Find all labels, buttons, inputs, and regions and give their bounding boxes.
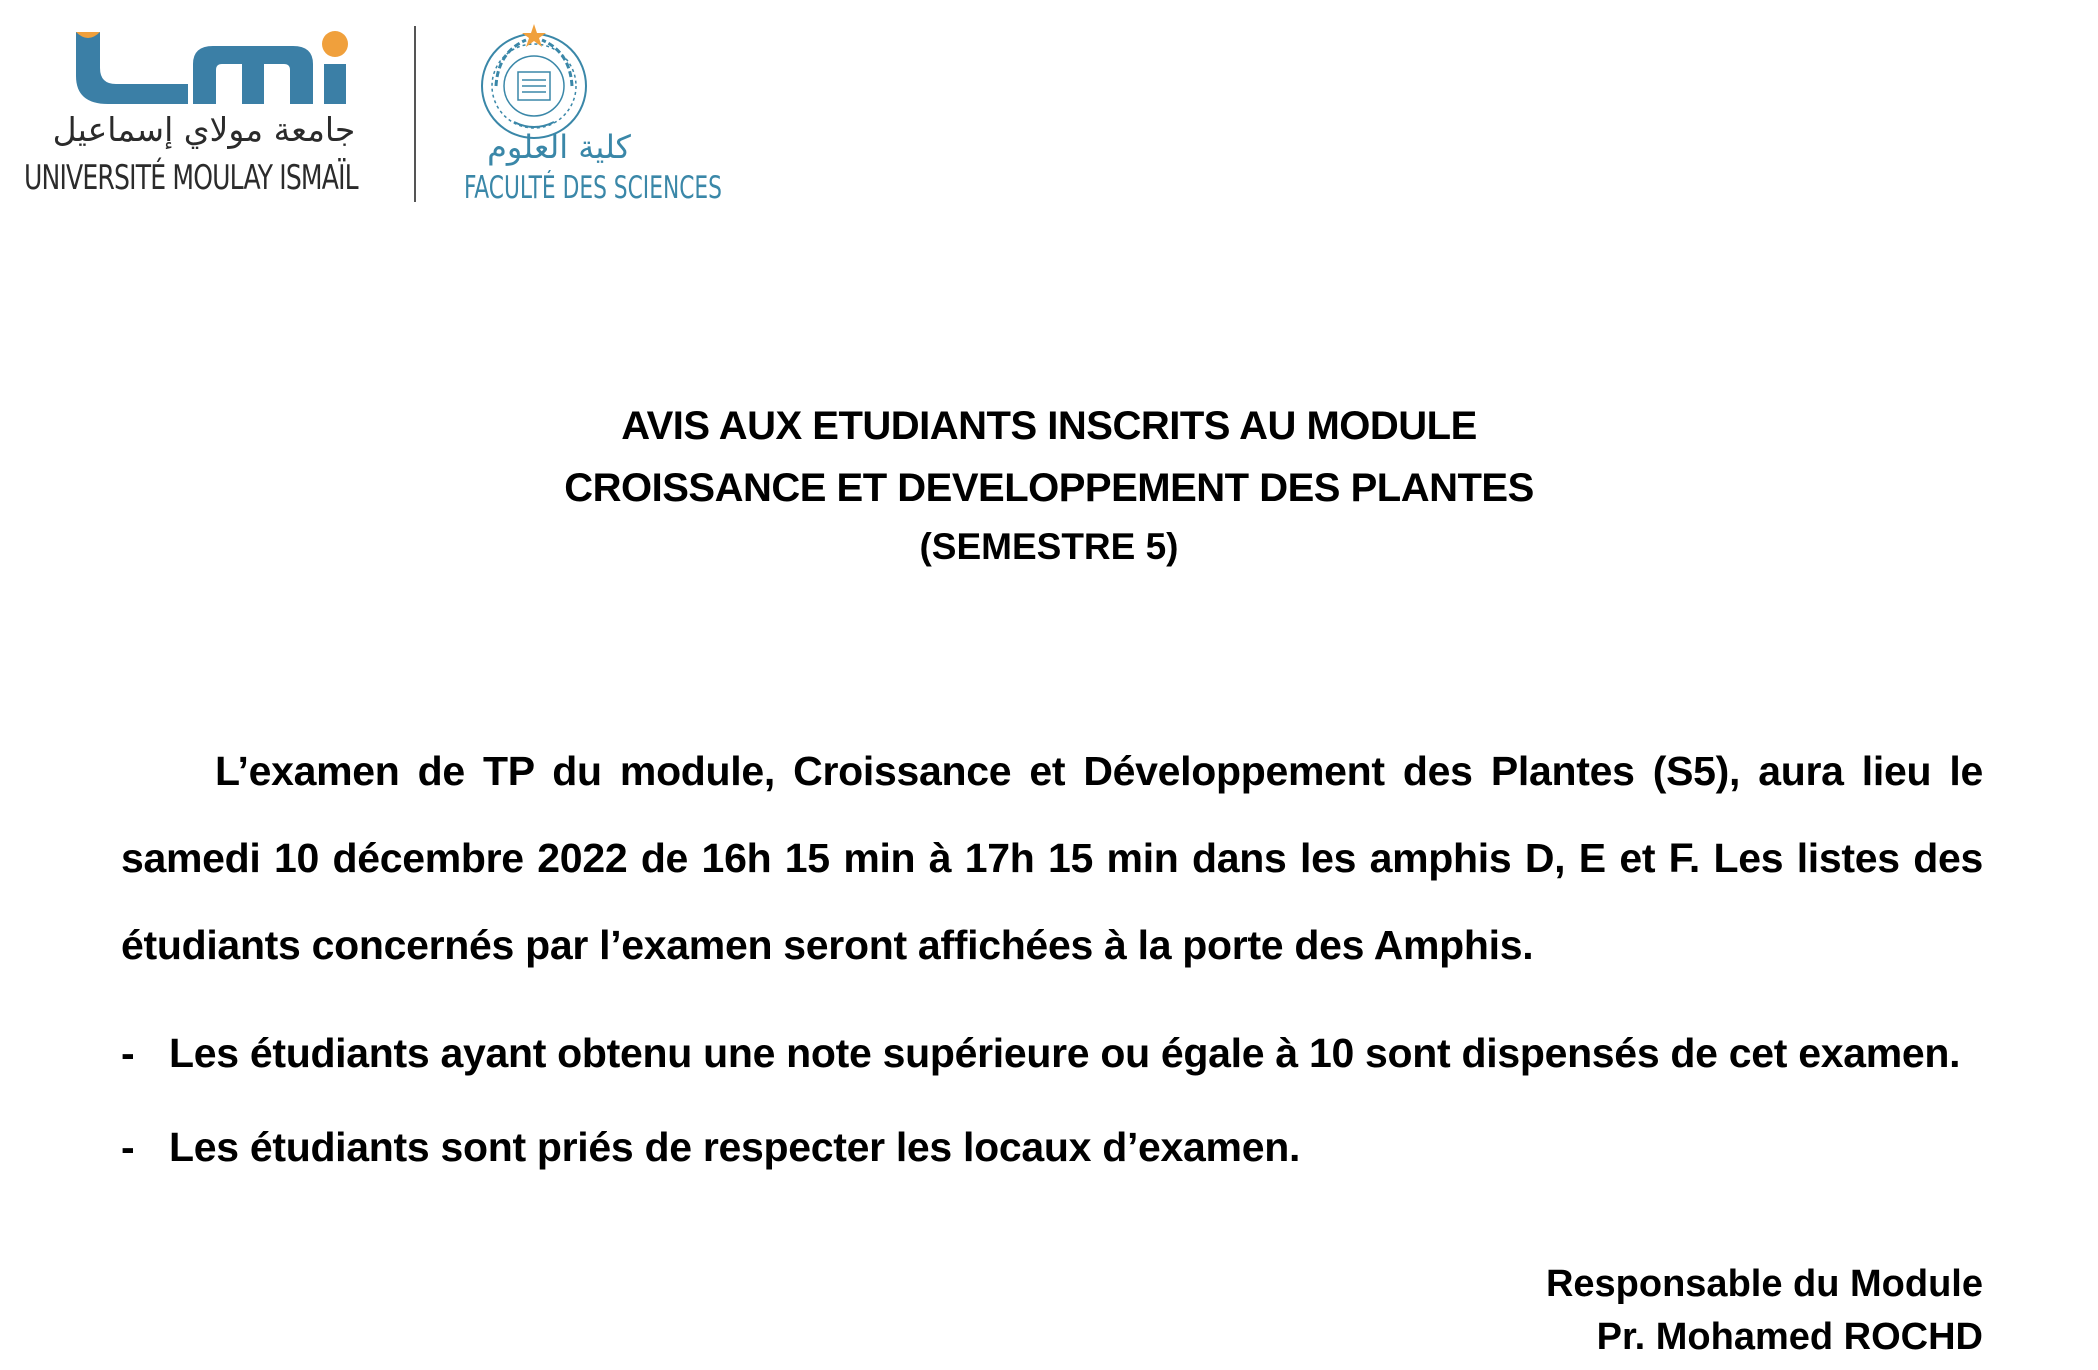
umi-logo bbox=[24, 20, 404, 210]
faculty-french-name: FACULTÉ DES SCIENCES bbox=[464, 170, 722, 206]
bullet-text: Les étudiants ayant obtenu une note supérieure ou égale à 10 sont dispensés de cet examen. bbox=[169, 1030, 1961, 1076]
umi-french-name: UNIVERSITÉ MOULAY ISMAÏL bbox=[24, 158, 358, 198]
notice-title bbox=[0, 395, 2098, 575]
title-line-3: (SEMESTRE 5) bbox=[919, 526, 1179, 567]
signature-role: Responsable du Module bbox=[1545, 1263, 1983, 1305]
faculty-arabic-name: كلية العلوم bbox=[487, 128, 631, 166]
bullet-dash-icon: - bbox=[121, 1030, 135, 1076]
title-line-1: AVIS AUX ETUDIANTS INSCRITS AU MODULE bbox=[621, 404, 1477, 448]
notice-bullet-list bbox=[121, 1022, 1983, 1210]
header-divider bbox=[414, 26, 416, 202]
list-item bbox=[121, 1116, 1983, 1178]
umi-logo-mark-icon bbox=[68, 24, 368, 114]
bullet-dash-icon: - bbox=[121, 1124, 135, 1170]
bullet-text: Les étudiants sont priés de respecter les locaux d’examen. bbox=[169, 1124, 1301, 1170]
list-item bbox=[121, 1022, 1983, 1084]
signature-name: Pr. Mohamed ROCHD bbox=[1596, 1316, 1983, 1358]
notice-paragraph: L’examen de TP du module, Croissance et Développement des Plantes (S5), aura lieu le samedi 10 décembre 2022 de 16h 15 min à 17h 15 min dans les amphis D, E et F. Les listes des étudiants concernés par l’examen seront affichées à la porte des Amphis. bbox=[121, 748, 1983, 968]
faculty-logo bbox=[444, 20, 722, 210]
signature-block bbox=[1546, 1258, 1983, 1364]
faculty-seal-icon bbox=[474, 22, 594, 142]
umi-arabic-name: جامعة مولاي إسماعيل bbox=[52, 110, 356, 149]
document-header bbox=[24, 20, 784, 210]
title-line-2: CROISSANCE ET DEVELOPPEMENT DES PLANTES bbox=[564, 466, 1534, 510]
